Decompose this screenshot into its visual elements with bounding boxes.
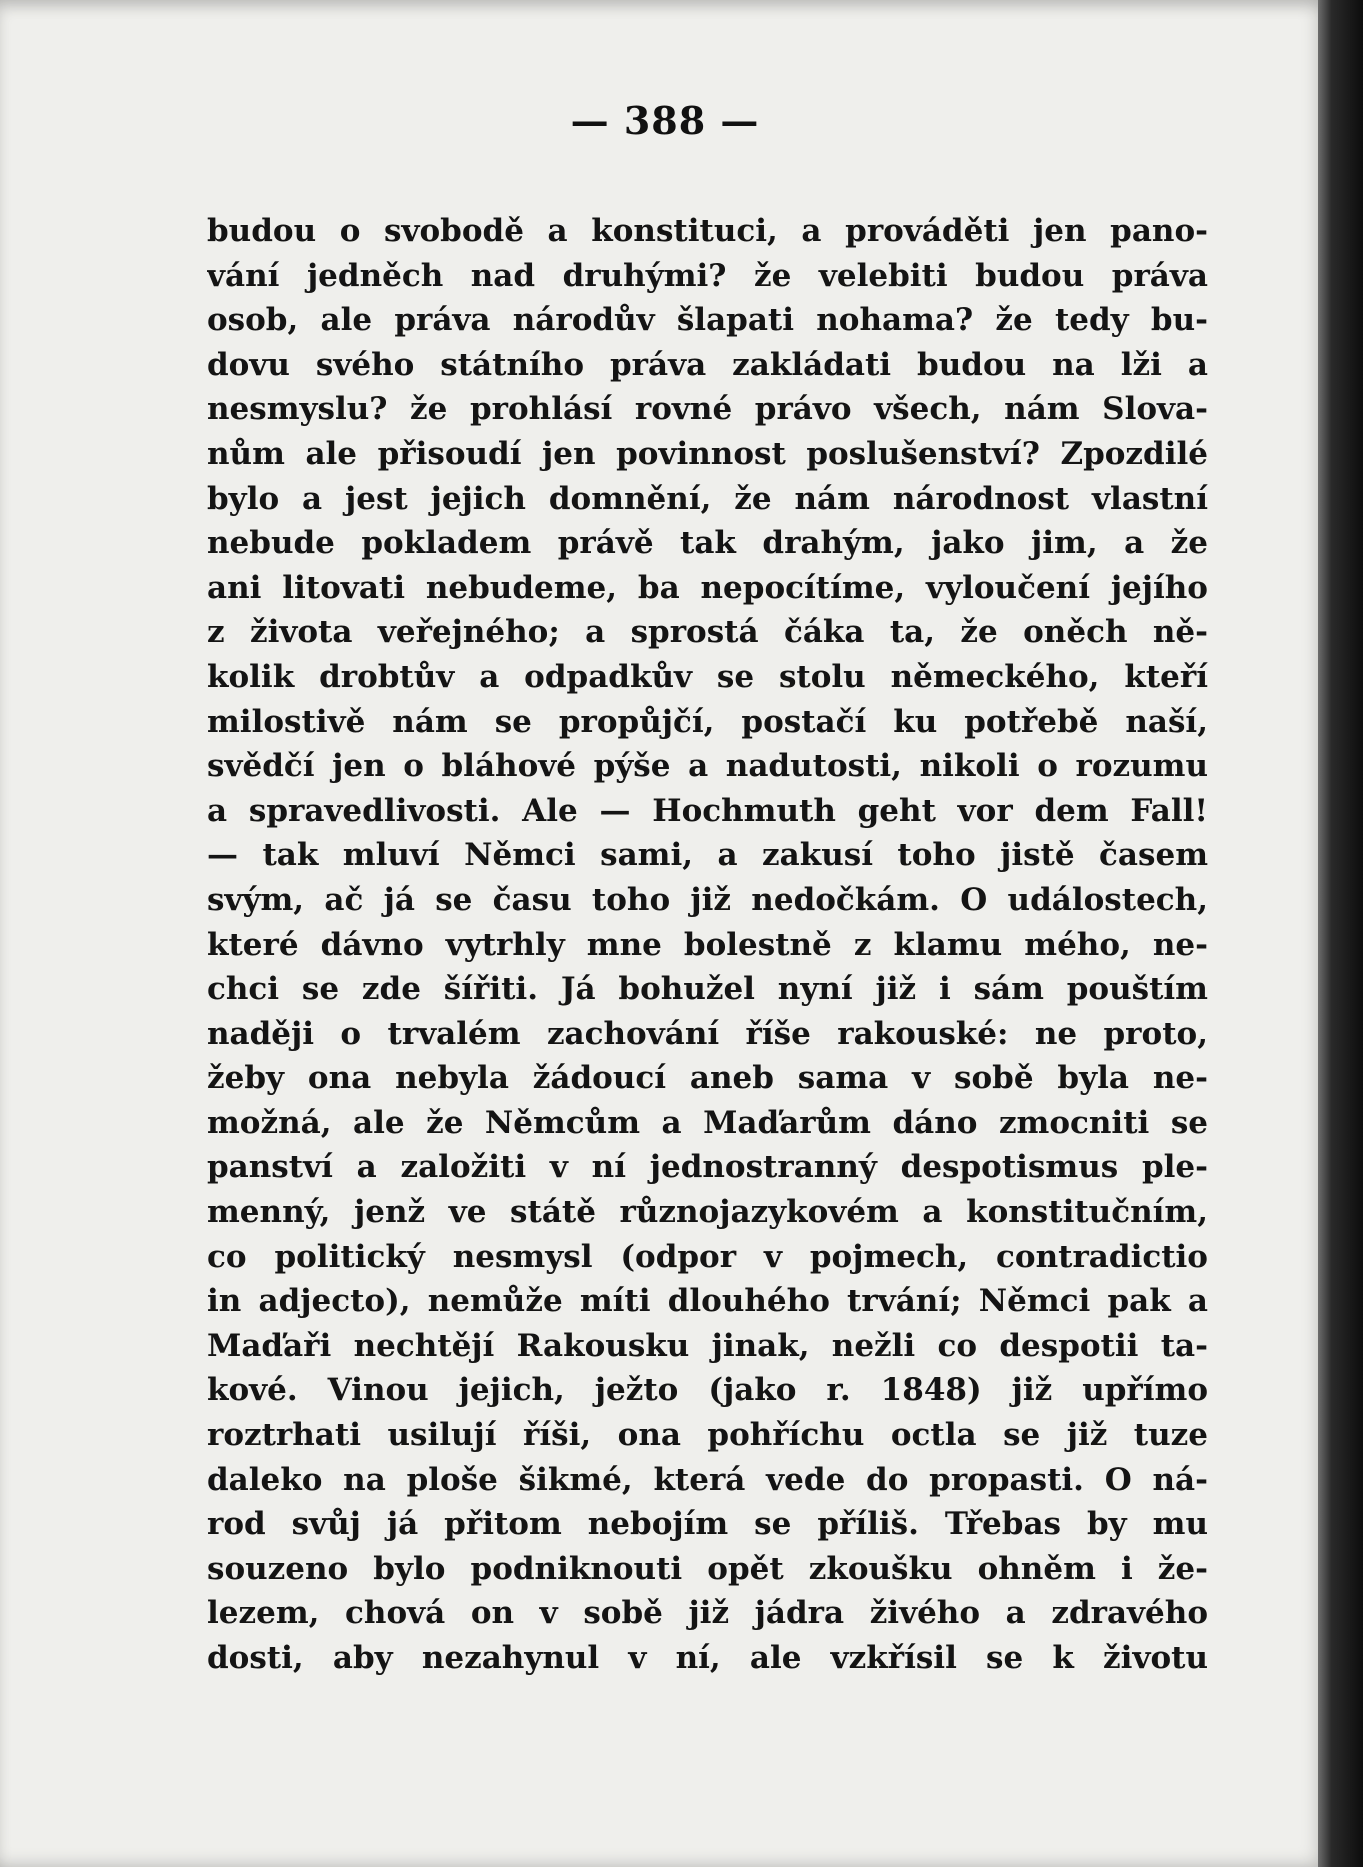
text-line: lezem, chová on v sobě již jádra živého a zdravého — [207, 1595, 1208, 1632]
text-line: dovu svého státního práva zakládati budou na lži a — [207, 346, 1208, 383]
text-line: nesmyslu? že prohlásí rovné právo všech, nám Slova- — [207, 391, 1208, 428]
text-line: — tak mluví Němci sami, a zakusí toho jistě časem — [207, 837, 1208, 874]
text-line: in adjecto), nemůže míti dlouhého trvání; Němci pak a — [207, 1283, 1208, 1320]
text-line: souzeno bylo podniknouti opět zkoušku ohněm i že- — [207, 1550, 1208, 1587]
page-number: — 388 — — [570, 98, 760, 143]
text-line: milostivě nám se propůjčí, postačí ku potřebě naší, — [207, 703, 1208, 740]
text-line: kolik drobtův a odpadkův se stolu německého, kteří — [207, 658, 1208, 695]
text-line: daleko na ploše šikmé, která vede do propasti. O ná- — [207, 1461, 1208, 1498]
text-line: a spravedlivosti. Ale — Hochmuth geht vor dem Fall! — [207, 792, 1208, 829]
text-line: nebude pokladem právě tak drahým, jako jim, a že — [207, 525, 1208, 562]
text-line: menný, jenž ve státě různojazykovém a konstitučním, — [207, 1194, 1208, 1231]
text-line: panství a založiti v ní jednostranný despotismus ple- — [207, 1149, 1208, 1186]
text-line: dosti, aby nezahynul v ní, ale vzkřísil se k životu — [207, 1640, 1208, 1676]
page-edge-shadow — [1318, 0, 1363, 1867]
text-line: nům ale přisoudí jen povinnost poslušenství? Zpozdilé — [207, 435, 1208, 472]
text-line: svědčí jen o bláhové pýše a nadutosti, nikoli o rozumu — [207, 748, 1208, 785]
text-line: žeby ona nebyla žádoucí aneb sama v sobě byla ne- — [207, 1060, 1208, 1097]
text-line: svým, ač já se času toho již nedočkám. O událostech, — [207, 881, 1208, 918]
body-text — [207, 209, 1208, 1681]
text-line: Maďaři nechtějí Rakousku jinak, nežli co despotii ta- — [207, 1327, 1208, 1364]
text-line: co politický nesmysl (odpor v pojmech, contradictio — [207, 1238, 1208, 1275]
text-line: budou o svobodě a konstituci, a prováděti jen pano- — [207, 213, 1208, 249]
text-line: roztrhati usilují říši, ona pohříchu octla se již tuze — [207, 1417, 1208, 1454]
text-line: chci se zde šířiti. Já bohužel nyní již i sám pouštím — [207, 971, 1208, 1008]
text-line: osob, ale práva národův šlapati nohama? že tedy bu- — [207, 302, 1208, 339]
text-line: z života veřejného; a sprostá čáka ta, že oněch ně- — [207, 614, 1208, 651]
text-line: ani litovati nebudeme, ba nepocítíme, vyloučení jejího — [207, 569, 1208, 606]
text-line: bylo a jest jejich domnění, že nám národnost vlastní — [207, 480, 1208, 517]
text-line: naději o trvalém zachování říše rakouské: ne proto, — [207, 1015, 1208, 1052]
text-line: vání jedněch nad druhými? že velebiti budou práva — [207, 257, 1208, 294]
text-line: které dávno vytrhly mne bolestně z klamu mého, ne- — [207, 926, 1208, 963]
text-line: kové. Vinou jejich, ježto (jako r. 1848) již upřímo — [207, 1372, 1208, 1409]
text-line: možná, ale že Němcům a Maďarům dáno zmocniti se — [207, 1104, 1208, 1141]
text-line: rod svůj já přitom nebojím se příliš. Třebas by mu — [207, 1506, 1208, 1543]
